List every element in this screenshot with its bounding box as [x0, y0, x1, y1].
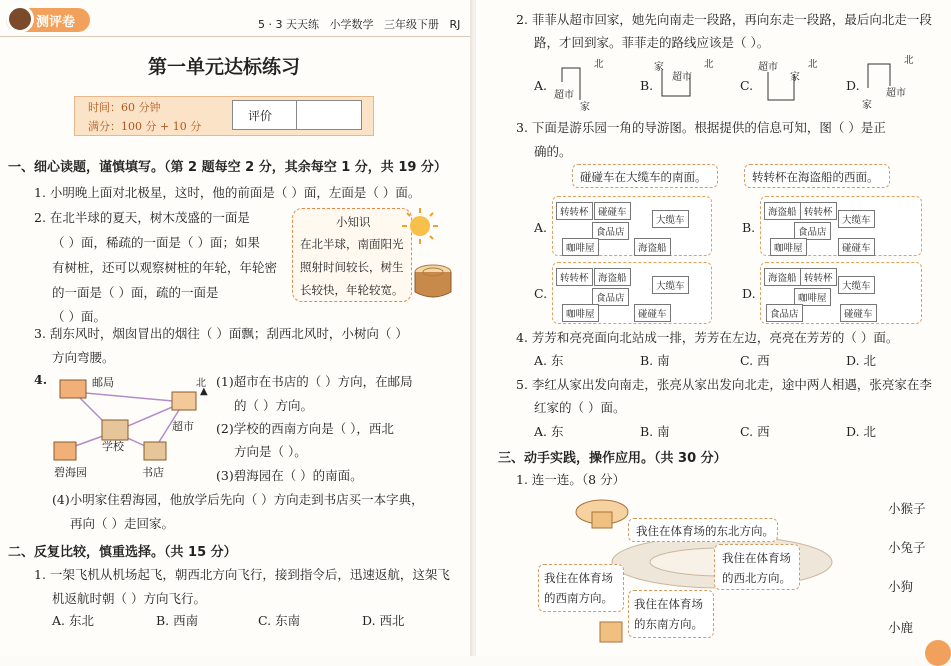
section3-heading: 三、动手实践，操作应用。（共 30 分）	[498, 451, 727, 466]
clue2-text: 转转杯在海盗船的西面。	[752, 170, 879, 184]
bubble-se-text: 我住在体育场的东南方向。	[634, 597, 703, 631]
header-divider	[0, 36, 472, 37]
tip-line3: 长较快，年轮较宽。	[300, 283, 404, 297]
s2-q1-line2: 机返航时朝（ ）方向飞行。	[52, 591, 206, 606]
map-c-food: 食品店	[592, 288, 629, 306]
map-d-food: 食品店	[766, 304, 803, 322]
clue1-text: 碰碰车在大缆车的南面。	[580, 170, 707, 184]
route-b-market: 超市	[672, 72, 692, 83]
section2-heading: 二、反复比较，慎重选择。（共 15 分）	[8, 545, 237, 560]
route-d-label[interactable]: D.	[846, 78, 860, 93]
s2-q5-line1: 5. 李红从家出发向南走，张亮从家出发向北走，途中两人相遇，张亮家在李	[516, 377, 932, 392]
map-d-label[interactable]: D.	[742, 286, 756, 301]
badge-label: 测评卷	[36, 15, 76, 30]
map-a-coffee: 咖啡屋	[562, 238, 599, 256]
eval-label: 评价	[248, 109, 273, 123]
s1-q4-4a: (4)小明家住碧海园，他放学后先向（ ）方向走到书店买一本字典，	[52, 492, 424, 507]
map-garden-label: 碧海园	[54, 466, 87, 479]
map-b-pirate: 海盗船	[764, 202, 801, 220]
s2-q4-option-c[interactable]: C. 西	[740, 353, 770, 368]
map-c-cable: 大缆车	[652, 276, 689, 294]
s1-q4-4b: 再向（ ）走回家。	[70, 516, 174, 531]
route-a-market: 超市	[554, 90, 574, 101]
map-a-pirate: 海盗船	[634, 238, 671, 256]
map-b-cup: 转转杯	[800, 202, 837, 220]
s2-q5-option-b[interactable]: B. 南	[640, 424, 670, 439]
map-a-cable: 大缆车	[652, 210, 689, 228]
right-page	[476, 0, 951, 656]
north-arrow-icon: ▲	[200, 386, 208, 397]
section1-heading: 一、细心读题，谨慎填写。（第 2 题每空 2 分，其余每空 1 分，共 19 分）	[8, 160, 447, 175]
mascot-icon	[6, 5, 34, 33]
page-number-badge	[925, 640, 951, 666]
series-label: 5 · 3 天天练	[258, 18, 319, 31]
s2-q4-option-d[interactable]: D. 北	[846, 353, 877, 368]
s2-q1-option-d[interactable]: D. 西北	[362, 613, 405, 628]
s1-q3-line2: 方向弯腰。	[52, 350, 115, 365]
map-b-food: 食品店	[794, 222, 831, 240]
route-a-label[interactable]: A.	[534, 78, 548, 93]
bubble-nw-text: 我住在体育场的西北方向。	[722, 551, 791, 585]
s2-q4: 4. 芳芳和亮亮面向北站成一排，芳芳在左边，亮亮在芳芳的（ ）面。	[516, 330, 899, 345]
map-d-pirate: 海盗船	[764, 268, 801, 286]
tip-line1: 在北半球，南面阳光	[300, 237, 404, 251]
map-d-coffee: 咖啡屋	[794, 288, 831, 306]
route-a-north: 北	[594, 59, 604, 70]
map-b-bumper: 碰碰车	[838, 238, 875, 256]
tip-title: 小知识	[336, 215, 371, 229]
page-title: 第一单元达标练习	[148, 56, 301, 78]
map-market-label: 超市	[172, 420, 194, 433]
s2-q2-line2: 路，才回到家。菲菲走的路线应该是（ ）。	[534, 35, 770, 50]
s2-q5-option-a[interactable]: A. 东	[534, 424, 564, 439]
subject-label: 小学数学	[329, 18, 374, 31]
route-d-home: 家	[862, 100, 872, 111]
edition-label: RJ	[449, 18, 461, 31]
map-a-cup: 转转杯	[556, 202, 593, 220]
map-c-pirate: 海盗船	[594, 268, 631, 286]
s2-q1-option-b[interactable]: B. 西南	[156, 613, 199, 628]
bubble-sw-text: 我住在体育场的西南方向。	[544, 571, 613, 605]
s1-q2-line4: 的一面是（ ）面，疏的一面是	[52, 285, 219, 300]
map-a-label[interactable]: A.	[534, 220, 548, 235]
animal-deer[interactable]: 小鹿	[888, 620, 914, 635]
s1-q4-1b: 的（ ）方向。	[234, 398, 313, 413]
grade-label: 三年级下册	[383, 18, 439, 31]
route-c-north: 北	[808, 59, 818, 70]
eval-divider	[296, 100, 297, 130]
s1-q4-2a: (2)学校的西南方向是（ ），西北	[216, 421, 394, 436]
score-label: 满分：100 分 + 10 分	[88, 120, 202, 133]
map-d-cup: 转转杯	[800, 268, 837, 286]
s1-q2-line5: （ ）面。	[52, 309, 106, 324]
s1-q4-2b: 方向是（ ）。	[234, 444, 307, 459]
map-c-label[interactable]: C.	[534, 286, 548, 301]
s1-q4-1a: (1)超市在书店的（ ）方向，在邮局	[216, 374, 413, 389]
map-bookstore-label: 书店	[142, 466, 164, 479]
route-c-home: 家	[790, 72, 800, 83]
s1-q2-line3: 有树桩，还可以观察树桩的年轮，年轮密	[52, 260, 278, 275]
map-d-bumper: 碰碰车	[840, 304, 877, 322]
s2-q5-option-c[interactable]: C. 西	[740, 424, 770, 439]
s1-q4-num: 4.	[34, 372, 48, 387]
map-b-label[interactable]: B.	[742, 220, 756, 235]
tree-stump-icon	[410, 262, 456, 302]
route-c-label[interactable]: C.	[740, 78, 754, 93]
map-c-bumper: 碰碰车	[634, 304, 671, 322]
map-a-food: 食品店	[592, 222, 629, 240]
route-b-home: 家	[654, 62, 664, 73]
s1-q1: 1. 小明晚上面对北极星，这时，他的前面是（ ）面，左面是（ ）面。	[34, 185, 421, 200]
s1-q3-line1: 3. 刮东风时，烟囱冒出的烟往（ ）面飘；刮西北风时，小树向（ ）	[34, 326, 408, 341]
map-north-label: 北	[196, 378, 206, 389]
tip-line2: 照射时间较长，树生	[300, 260, 404, 274]
map-post-label: 邮局	[92, 376, 114, 389]
s2-q3-line2: 确的。	[534, 144, 572, 159]
map-c-coffee: 咖啡屋	[562, 304, 599, 322]
s3-q1: 1. 连一连。（8 分）	[516, 472, 626, 487]
map-b-coffee: 咖啡屋	[770, 238, 807, 256]
map-b-cable: 大缆车	[838, 210, 875, 228]
animal-monkey[interactable]: 小猴子	[888, 501, 926, 516]
route-b-north: 北	[704, 59, 714, 70]
route-d-market: 超市	[886, 88, 906, 99]
sun-icon	[400, 206, 440, 246]
route-a-home: 家	[580, 102, 590, 113]
animal-rabbit[interactable]: 小兔子	[888, 540, 926, 555]
map-school-label: 学校	[102, 440, 124, 453]
time-label: 时间：60 分钟	[88, 101, 161, 114]
route-d-north: 北	[904, 55, 914, 66]
s2-q4-option-a[interactable]: A. 东	[534, 353, 564, 368]
s2-q1-option-c[interactable]: C. 东南	[258, 613, 301, 628]
animal-dog[interactable]: 小狗	[888, 579, 914, 594]
s2-q1-line1: 1. 一架飞机从机场起飞，朝西北方向飞行，接到指令后，迅速返航，这架飞	[34, 567, 450, 582]
route-c-market: 超市	[758, 62, 778, 73]
s2-q2-line1: 2. 菲菲从超市回家，她先向南走一段路，再向东走一段路，最后向北走一段	[516, 12, 932, 27]
s2-q5-line2: 红家的（ ）面。	[534, 400, 626, 415]
s2-q4-option-b[interactable]: B. 南	[640, 353, 670, 368]
s2-q1-option-a[interactable]: A. 东北	[52, 613, 94, 628]
map-d-cable: 大缆车	[838, 276, 875, 294]
s1-q2-line1: 2. 在北半球的夏天，树木茂盛的一面是	[34, 210, 250, 225]
route-b-label[interactable]: B.	[640, 78, 654, 93]
bubble-ne-text: 我住在体育场的东北方向。	[636, 524, 774, 538]
left-page	[0, 0, 472, 656]
header-meta	[258, 16, 460, 32]
s2-q5-option-d[interactable]: D. 北	[846, 424, 877, 439]
map-a-bumper: 碰碰车	[594, 202, 631, 220]
s1-q4-3: (3)碧海园在（ ）的南面。	[216, 468, 363, 483]
s1-q2-line2: （ ）面，稀疏的一面是（ ）面；如果	[52, 235, 260, 250]
s2-q3-line1: 3. 下面是游乐园一角的导游图。根据提供的信息可知，图（ ）是正	[516, 120, 886, 135]
map-c-cup: 转转杯	[556, 268, 593, 286]
